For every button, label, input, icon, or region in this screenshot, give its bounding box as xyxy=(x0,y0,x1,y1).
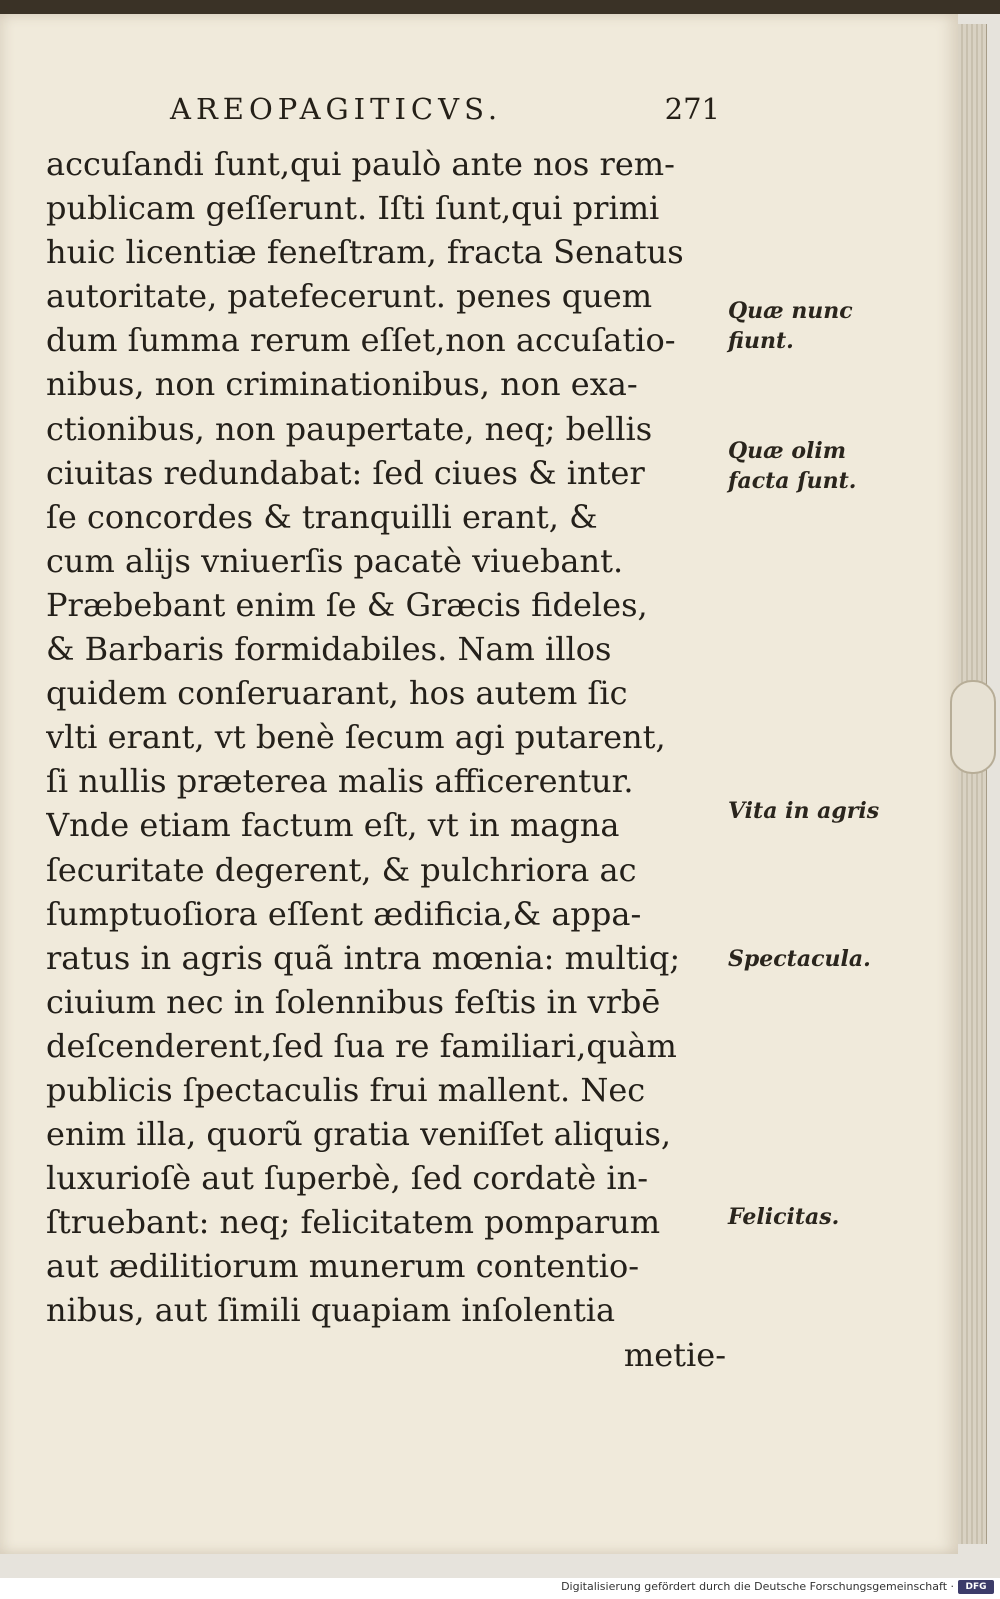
text-line: ratus in agris quã intra mœnia: multiq; xyxy=(46,938,681,977)
text-line: dum ſumma rerum eſſet,non accuſatio- xyxy=(46,321,676,360)
page-number: 271 xyxy=(664,92,720,126)
text-line: publicam geſſerunt. Iſti ſunt,qui primi xyxy=(46,189,660,228)
catchword: metie- xyxy=(623,1335,726,1374)
text-line: accuſandi ſunt,qui paulò ante nos rem- xyxy=(46,145,675,183)
page-edges xyxy=(958,24,987,1544)
text-line: ciuitas redundabat: ſed ciues & inter xyxy=(46,453,645,492)
text-line: deſcenderent,ſed ſua re familiari,quàm xyxy=(46,1026,677,1065)
text-line: cum alijs vniuerſis pacatè viuebant. xyxy=(46,541,624,580)
marginal-note: Spectacula. xyxy=(728,946,871,972)
text-line: nibus, non criminationibus, non exa- xyxy=(46,365,638,404)
text-line: quidem conſeruarant, hos autem ſic xyxy=(46,674,628,713)
text-line: publicis ſpectaculis frui mallent. Nec xyxy=(46,1070,646,1109)
text-line: ſi nullis præterea malis afficerentur. xyxy=(46,762,634,801)
text-line: & Barbaris formidabiles. Nam illos xyxy=(46,630,612,669)
marginal-note: Quæ olim facta ſunt. xyxy=(728,438,857,494)
marginal-note: Quæ nunc fiunt. xyxy=(728,298,853,354)
funding-credit: Digitalisierung gefördert durch die Deutsche Forschungsgemeinschaft · xyxy=(561,1580,954,1593)
text-line: luxurioſè aut ſuperbè, ſed cordatè in- xyxy=(46,1159,649,1198)
text-line: vlti erant, vt benè ſecum agi putarent, xyxy=(46,718,666,757)
running-title: AREOPAGITICVS. xyxy=(170,92,503,126)
marginal-note: Vita in agris xyxy=(728,798,880,824)
text-line: ctionibus, non paupertate, neq; bellis xyxy=(46,409,653,448)
text-line: ſe concordes & tranquilli erant, & xyxy=(46,497,598,536)
running-head xyxy=(170,92,720,132)
footer-bar xyxy=(0,1578,1000,1599)
clasp-outline xyxy=(950,680,996,774)
text-line: ſumptuoſiora eſſent ædificia,& appa- xyxy=(46,894,642,933)
marginal-note: Felicitas. xyxy=(728,1204,840,1230)
text-line: nibus, aut ſimili quapiam inſolentia xyxy=(46,1291,616,1330)
text-line: ſecuritate degerent, & pulchriora ac xyxy=(46,850,637,889)
body-text xyxy=(46,142,736,1377)
text-line: aut ædilitiorum munerum contentio- xyxy=(46,1247,640,1286)
book-page xyxy=(0,14,958,1554)
top-border xyxy=(0,0,1000,14)
text-line: ciuium nec in ſolennibus feſtis in vrbē xyxy=(46,982,661,1021)
text-line: ſtruebant: neq; felicitatem pomparum xyxy=(46,1203,661,1242)
text-line: huic licentiæ feneſtram, fracta Senatus xyxy=(46,233,684,272)
text-line: Vnde etiam factum eſt, vt in magna xyxy=(46,806,620,845)
dfg-logo: DFG xyxy=(958,1580,994,1594)
text-line: autoritate, patefecerunt. penes quem xyxy=(46,277,653,316)
text-line: Præbebant enim ſe & Græcis fideles, xyxy=(46,585,648,624)
text-line: enim illa, quorũ gratia veniſſet aliquis, xyxy=(46,1115,672,1154)
